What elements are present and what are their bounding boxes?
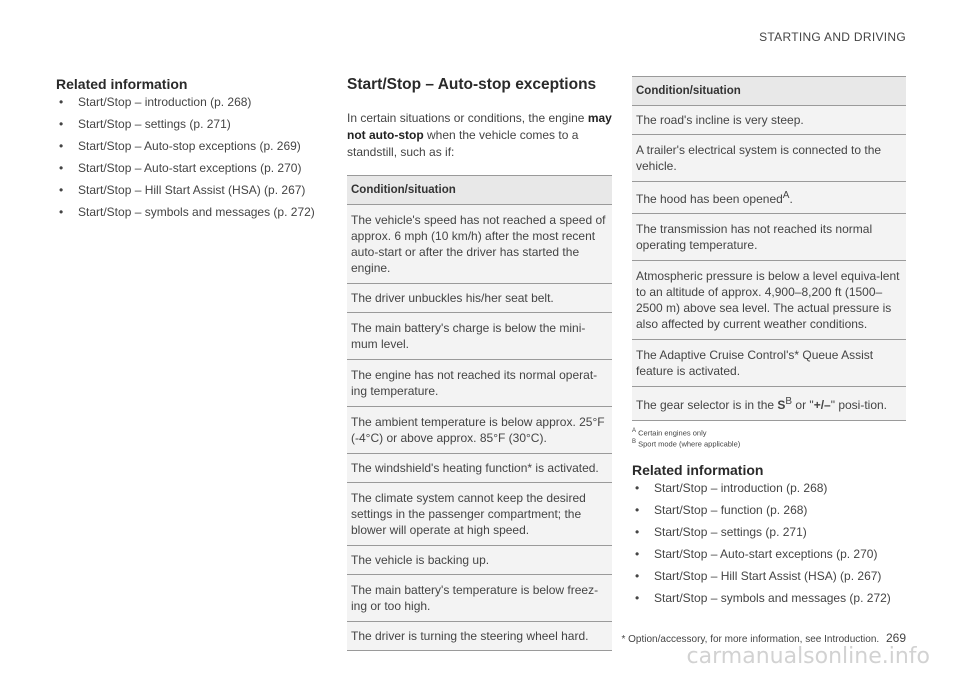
table-row: The Adaptive Cruise Control's* Queue Assist feature is activated.	[632, 340, 906, 387]
intro-paragraph: In certain situations or conditions, the engine may not auto-stop when the vehicle comes to a standstill, such as if:	[347, 111, 612, 159]
conditions-table	[347, 175, 612, 651]
bullet-icon: •	[59, 161, 64, 175]
table-row: The climate system cannot keep the desired settings in the passenger compartment; the blower will operate at high speed.	[347, 483, 612, 546]
related-link-item[interactable]: • Start/Stop – symbols and messages (p. 272)	[635, 591, 891, 605]
table-row: The windshield's heating function* is activated.	[347, 454, 612, 483]
watermark: carmanualsonline.info	[686, 644, 930, 669]
related-links-list	[56, 95, 326, 219]
section-title: Start/Stop – Auto-stop exceptions	[347, 76, 597, 93]
related-link-item[interactable]: • Start/Stop – Auto-stop exceptions (p. 269)	[59, 139, 301, 153]
conditions-table-continued	[632, 76, 906, 421]
table-row: A trailer's electrical system is connected to the vehicle.	[632, 135, 906, 182]
bullet-icon: •	[59, 205, 64, 219]
bullet-icon: •	[59, 183, 64, 197]
table-row: Atmospheric pressure is below a level equiva-lent to an altitude of approx. 4,900–8,200 ft (1500–2500 m) above sea level. The actual pressure is also affected by current weather conditions.	[632, 261, 906, 340]
bullet-icon: •	[635, 569, 640, 583]
table-row	[632, 182, 906, 214]
table-header: Condition/situation	[632, 77, 906, 106]
related-link-item[interactable]: • Start/Stop – Hill Start Assist (HSA) (p. 267)	[635, 569, 882, 583]
page-number: 269	[885, 631, 906, 645]
related-info-title: Related information	[632, 462, 764, 478]
table-row: The vehicle's speed has not reached a speed of approx. 6 mph (10 km/h) after the most recent auto-start or after the driver has started the engine.	[347, 205, 612, 284]
bullet-icon: •	[59, 139, 64, 153]
table-row: The road's incline is very steep.	[632, 106, 906, 135]
left-column	[56, 76, 326, 227]
bullet-icon: •	[635, 503, 640, 517]
gear-row: The gear selector is in the $S^B$ or "+/–" posi-tion.	[632, 387, 906, 421]
bullet-icon: •	[635, 481, 640, 495]
table-row: The driver unbuckles his/her seat belt.	[347, 284, 612, 313]
table-row	[632, 387, 906, 421]
related-link-item[interactable]: • Start/Stop – Hill Start Assist (HSA) (p. 267)	[59, 183, 306, 197]
table-row: The engine has not reached its normal operat-ing temperature.	[347, 360, 612, 407]
table-row: The transmission has not reached its normal operating temperature.	[632, 214, 906, 261]
bullet-icon: •	[59, 117, 64, 131]
related-link-item[interactable]: • Start/Stop – settings (p. 271)	[59, 117, 231, 131]
related-info-title: Related information	[56, 76, 188, 92]
related-link-item[interactable]: • Start/Stop – introduction (p. 268)	[635, 481, 828, 495]
table-row: The main battery's temperature is below freez-ing or too high.	[347, 575, 612, 622]
hood-row: The hood has been opened$^A$.	[632, 182, 906, 214]
table-row: The vehicle is backing up.	[347, 546, 612, 575]
footnotes	[632, 427, 906, 448]
table-row: The main battery's charge is below the mini-mum level.	[347, 313, 612, 360]
footnote: $^B$ Sport mode (where applicable)	[632, 438, 741, 448]
related-link-item[interactable]: • Start/Stop – Auto-start exceptions (p. 270)	[59, 161, 302, 175]
bullet-icon: •	[635, 547, 640, 561]
footnote: $^A$ Certain engines only	[632, 428, 707, 438]
related-link-item[interactable]: • Start/Stop – settings (p. 271)	[635, 525, 807, 539]
bullet-icon: •	[59, 95, 64, 109]
related-link-item[interactable]: • Start/Stop – function (p. 268)	[635, 503, 808, 517]
related-links-list	[632, 481, 906, 605]
table-header: Condition/situation	[347, 176, 612, 205]
table-row: The driver is turning the steering wheel hard.	[347, 622, 612, 651]
bullet-icon: •	[635, 591, 640, 605]
related-link-item[interactable]: • Start/Stop – Auto-start exceptions (p. 270)	[635, 547, 878, 561]
bullet-icon: •	[635, 525, 640, 539]
section-header: STARTING AND DRIVING	[759, 30, 906, 44]
footer-note: * Option/accessory, for more information, see Introduction.	[621, 634, 880, 645]
middle-column	[347, 76, 612, 651]
related-link-item[interactable]: • Start/Stop – introduction (p. 268)	[59, 95, 252, 109]
related-link-item[interactable]: • Start/Stop – symbols and messages (p. 272)	[59, 205, 315, 219]
right-column	[632, 76, 906, 613]
table-row: The ambient temperature is below approx. 25°F (-4°C) or above approx. 85°F (30°C).	[347, 407, 612, 454]
page-footer	[621, 631, 906, 645]
